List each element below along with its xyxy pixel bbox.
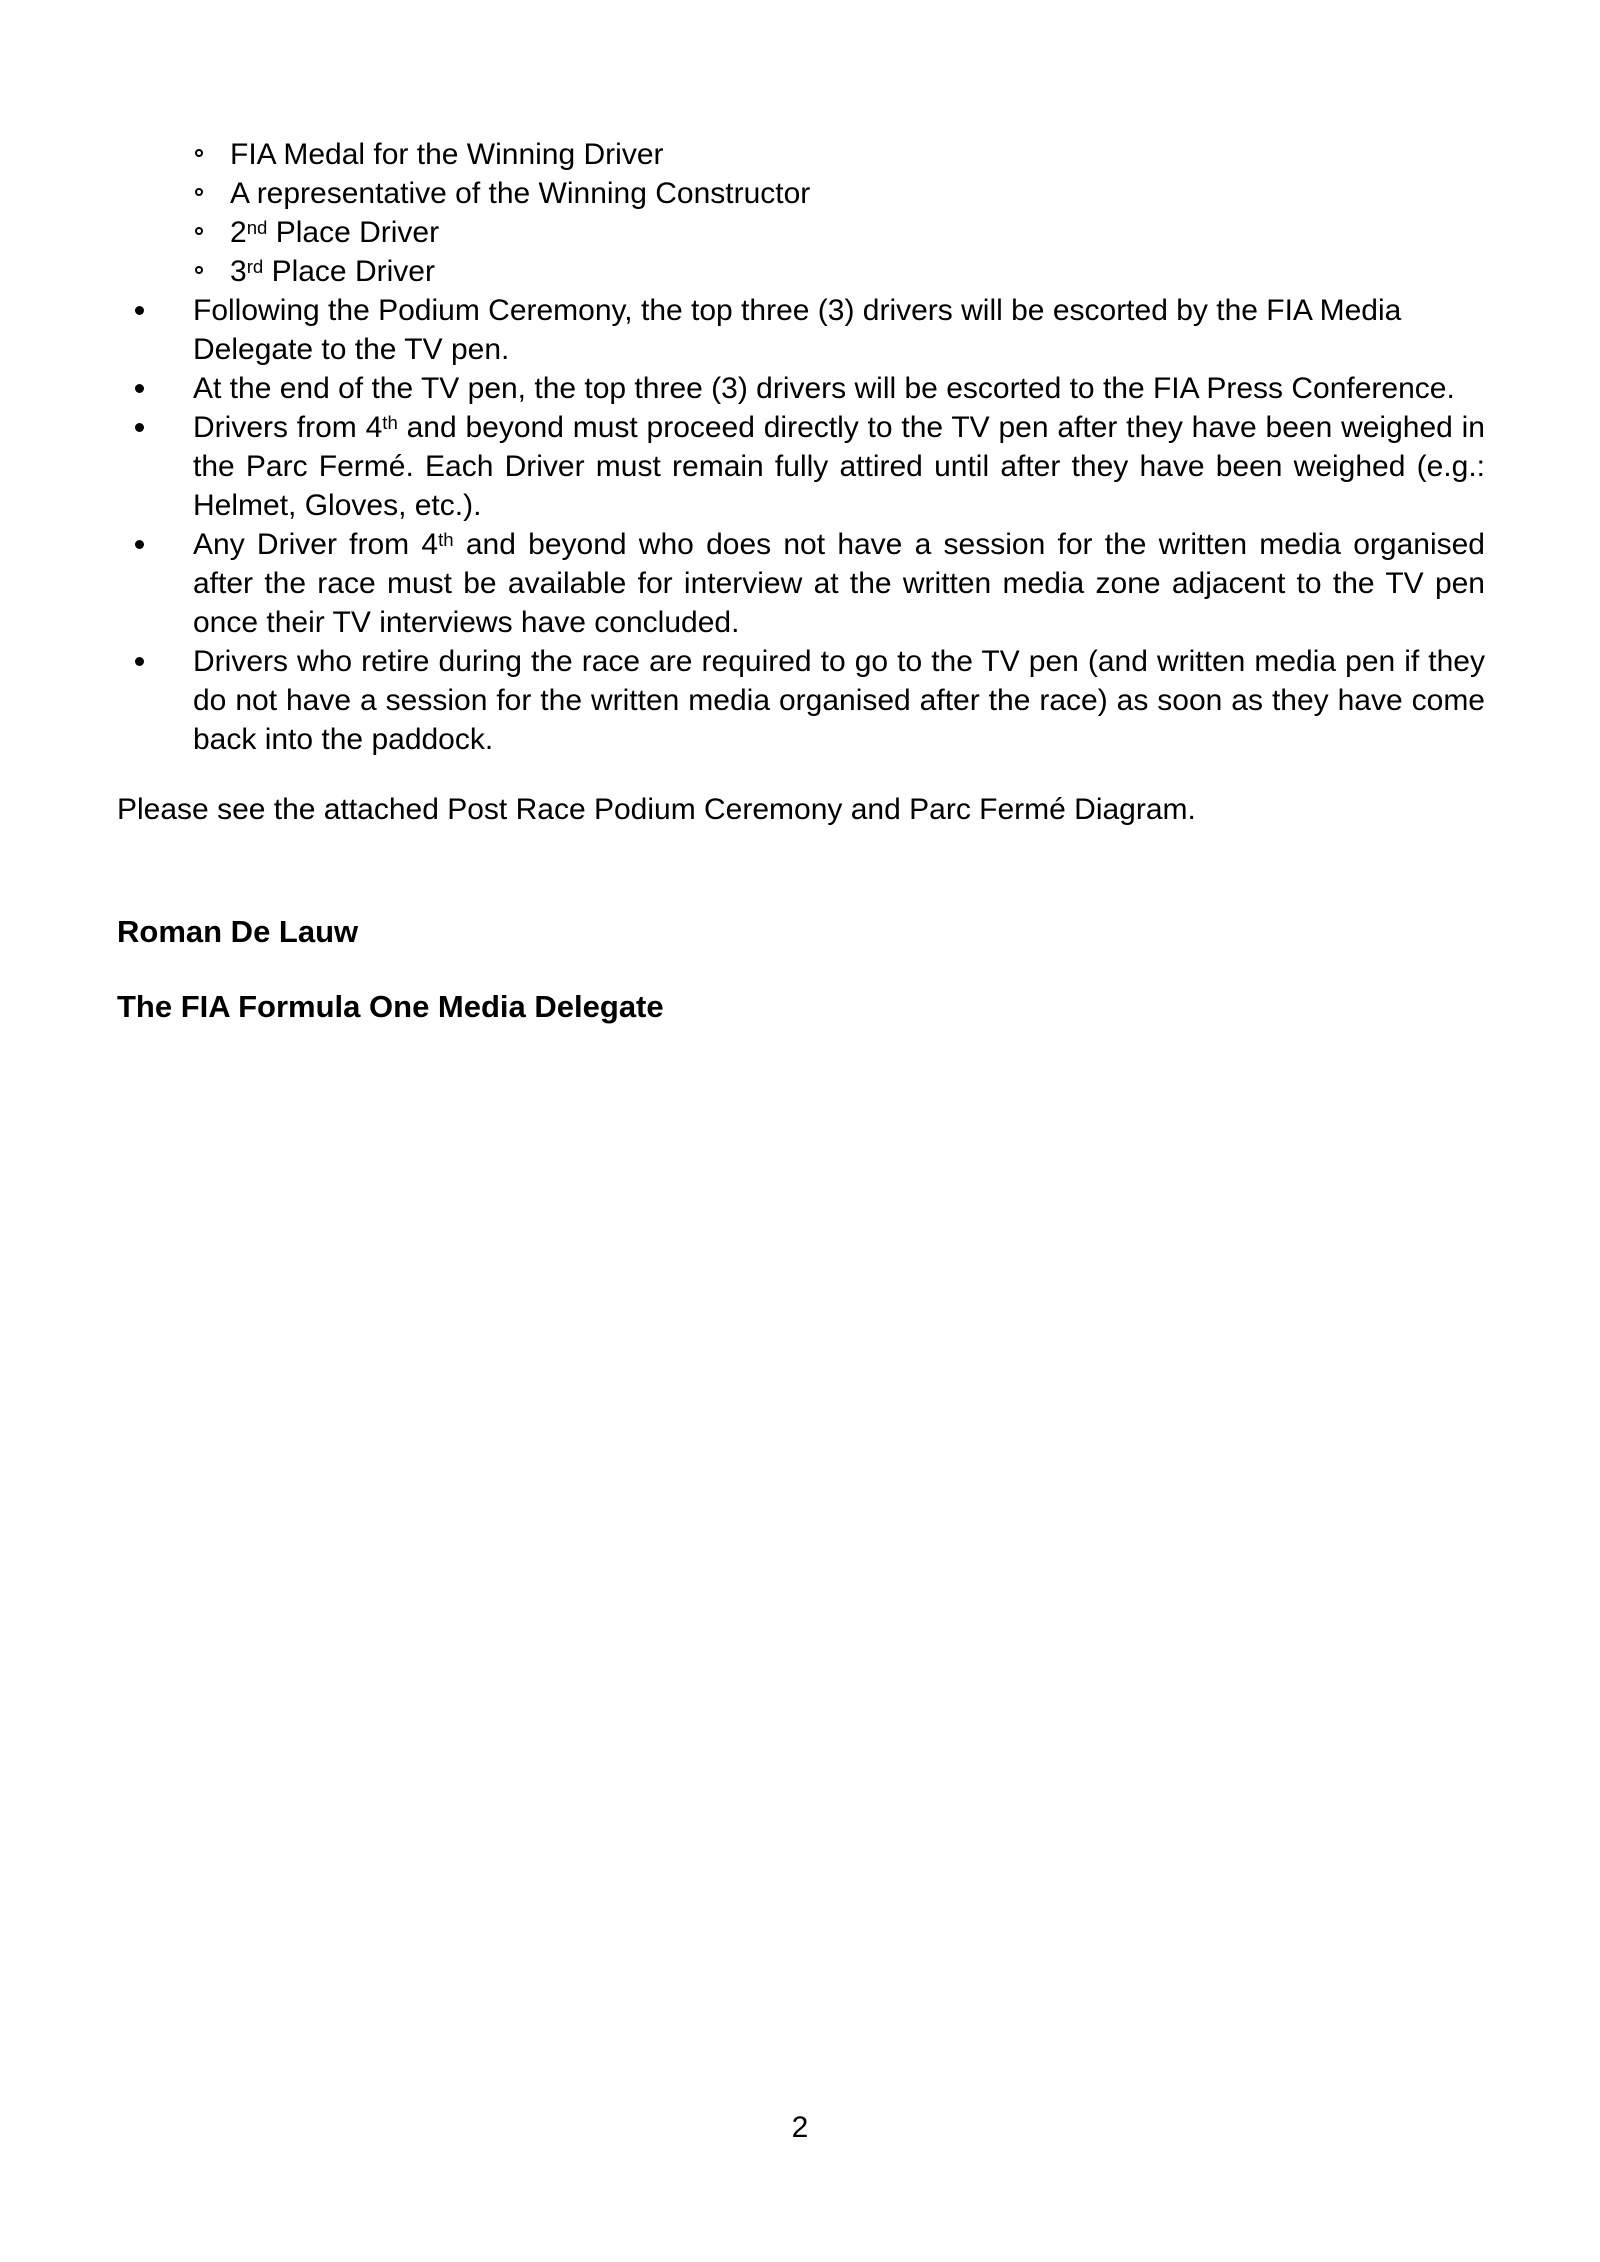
disc-bullet-icon [135, 306, 144, 315]
sub-bullet-list [117, 135, 1485, 291]
list-item [117, 369, 1485, 408]
list-item [117, 291, 1485, 369]
list-item-text: FIA Medal for the Winning Driver [230, 138, 664, 171]
circle-bullet-icon [195, 188, 203, 196]
signature-name: Roman De Lauw [117, 914, 359, 949]
disc-bullet-icon [135, 657, 144, 666]
list-item [117, 252, 1485, 291]
list-item [117, 525, 1485, 642]
list-item-text: Any Driver from 4th and beyond who does not have a session for the written media organised after the race must be available for interview at the written media zone adjacent to the TV pen once their TV interviews have concluded. [193, 528, 1485, 639]
list-item-text: Drivers who retire during the race are required to go to the TV pen (and written media pen if they do not have a session for the written media organised after the race) as soon as they have come back into the paddock. [193, 645, 1485, 756]
list-item-text: Following the Podium Ceremony, the top three (3) drivers will be escorted by the FIA Media Delegate to the TV pen. [193, 294, 1402, 366]
circle-bullet-icon [195, 149, 203, 157]
list-item-text: 2nd Place Driver [230, 216, 440, 249]
disc-bullet-icon [135, 423, 144, 432]
disc-bullet-icon [135, 384, 144, 393]
list-item-text: A representative of the Winning Constructor [230, 177, 811, 210]
list-item-text: Drivers from 4th and beyond must proceed directly to the TV pen after they have been weighed in the Parc Fermé. Each Driver must remain fully attired until after they have been weighed (e.g.: Helmet, Gloves, etc.). [193, 411, 1485, 522]
list-item [117, 642, 1485, 759]
signature-title: The FIA Formula One Media Delegate [117, 989, 664, 1024]
list-item [117, 213, 1485, 252]
list-item [117, 408, 1485, 525]
circle-bullet-icon [195, 227, 203, 235]
closing-paragraph: Please see the attached Post Race Podium Ceremony and Parc Fermé Diagram. [117, 793, 1196, 826]
list-item [117, 174, 1485, 213]
list-item-text: At the end of the TV pen, the top three (3) drivers will be escorted to the FIA Press Conference. [193, 372, 1455, 405]
page-number: 2 [791, 2111, 809, 2144]
circle-bullet-icon [195, 266, 203, 274]
disc-bullet-icon [135, 540, 144, 549]
bullet-list [117, 291, 1485, 759]
list-item [117, 135, 1485, 174]
list-item-text: 3rd Place Driver [230, 255, 435, 288]
